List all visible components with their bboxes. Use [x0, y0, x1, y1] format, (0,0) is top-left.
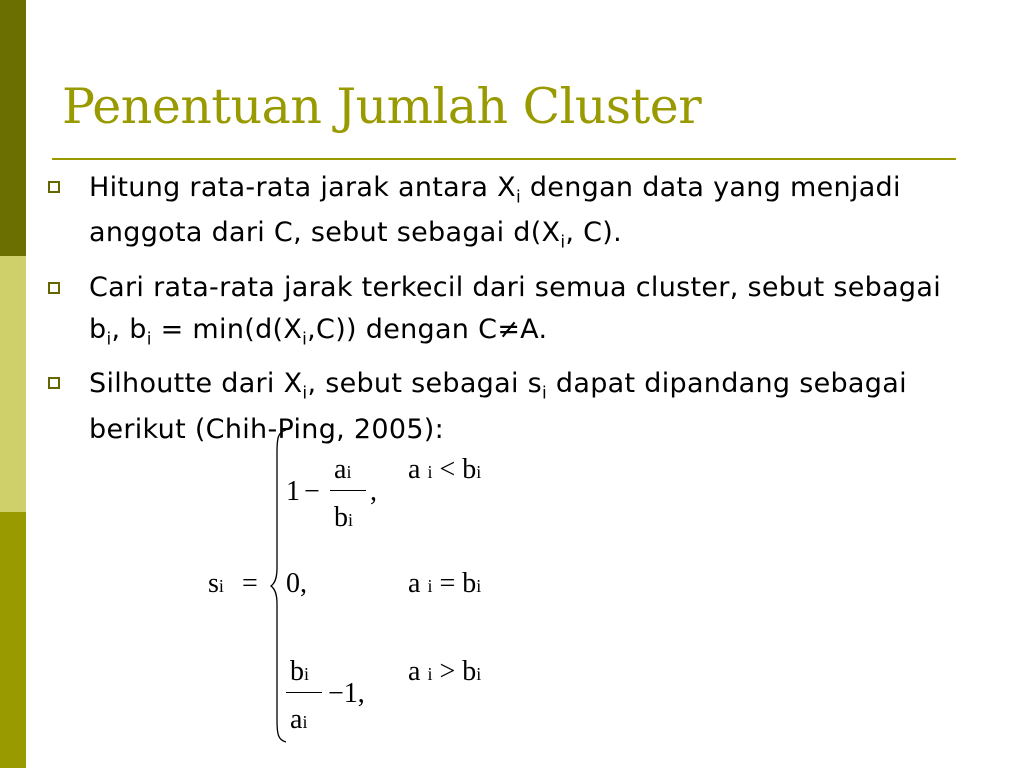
case1-numerator: ai	[334, 454, 352, 485]
case1-fraction-bar	[330, 490, 366, 491]
case1-condition: a i < bi	[408, 454, 482, 485]
bullet-item	[48, 170, 978, 261]
case3-fraction-bar	[286, 692, 322, 693]
sidebar-segment-top	[0, 0, 26, 256]
case2-condition: a i = bi	[408, 568, 482, 599]
bullet-text: Hitung rata-rata jarak antara $X_i$ dengan data yang menjadi anggota dari C, sebut sebagai $d(X_i$, C).	[89, 172, 901, 253]
case2-value: 0,	[286, 568, 307, 599]
bullet-text: Silhoutte dari $X_i$, sebut sebagai $s_i$ dapat dipandang sebagai berikut (Chih-Ping, 2005):	[89, 368, 907, 445]
case1-minus: −	[304, 476, 320, 507]
case3-condition: a i > bi	[408, 656, 482, 687]
case3-numerator: bi	[290, 656, 310, 687]
case3-minus-one: −1,	[328, 678, 365, 709]
formula-lhs: si	[208, 568, 224, 599]
silhouette-formula	[200, 420, 530, 750]
slide-title: Penentuan Jumlah Cluster	[62, 78, 702, 135]
case1-one: 1	[286, 476, 300, 507]
square-bullet-icon	[48, 282, 60, 294]
bullet-text: Cari rata-rata jarak terkecil dari semua cluster, sebut sebagai $b_i$, $b_i = \min(d(X_i,C))$ dengan C≠A.	[89, 271, 942, 350]
square-bullet-icon	[48, 377, 60, 389]
title-underline	[52, 158, 956, 160]
bullet-item	[48, 267, 978, 360]
square-bullet-icon	[48, 181, 60, 193]
bullet-list	[48, 170, 978, 453]
sidebar-segment-bottom	[0, 512, 26, 768]
case1-denominator: bi	[334, 502, 354, 533]
formula-equals: =	[242, 568, 258, 599]
sidebar-segment-middle	[0, 256, 26, 512]
case1-comma: ,	[370, 476, 377, 507]
case3-denominator: ai	[290, 704, 308, 735]
